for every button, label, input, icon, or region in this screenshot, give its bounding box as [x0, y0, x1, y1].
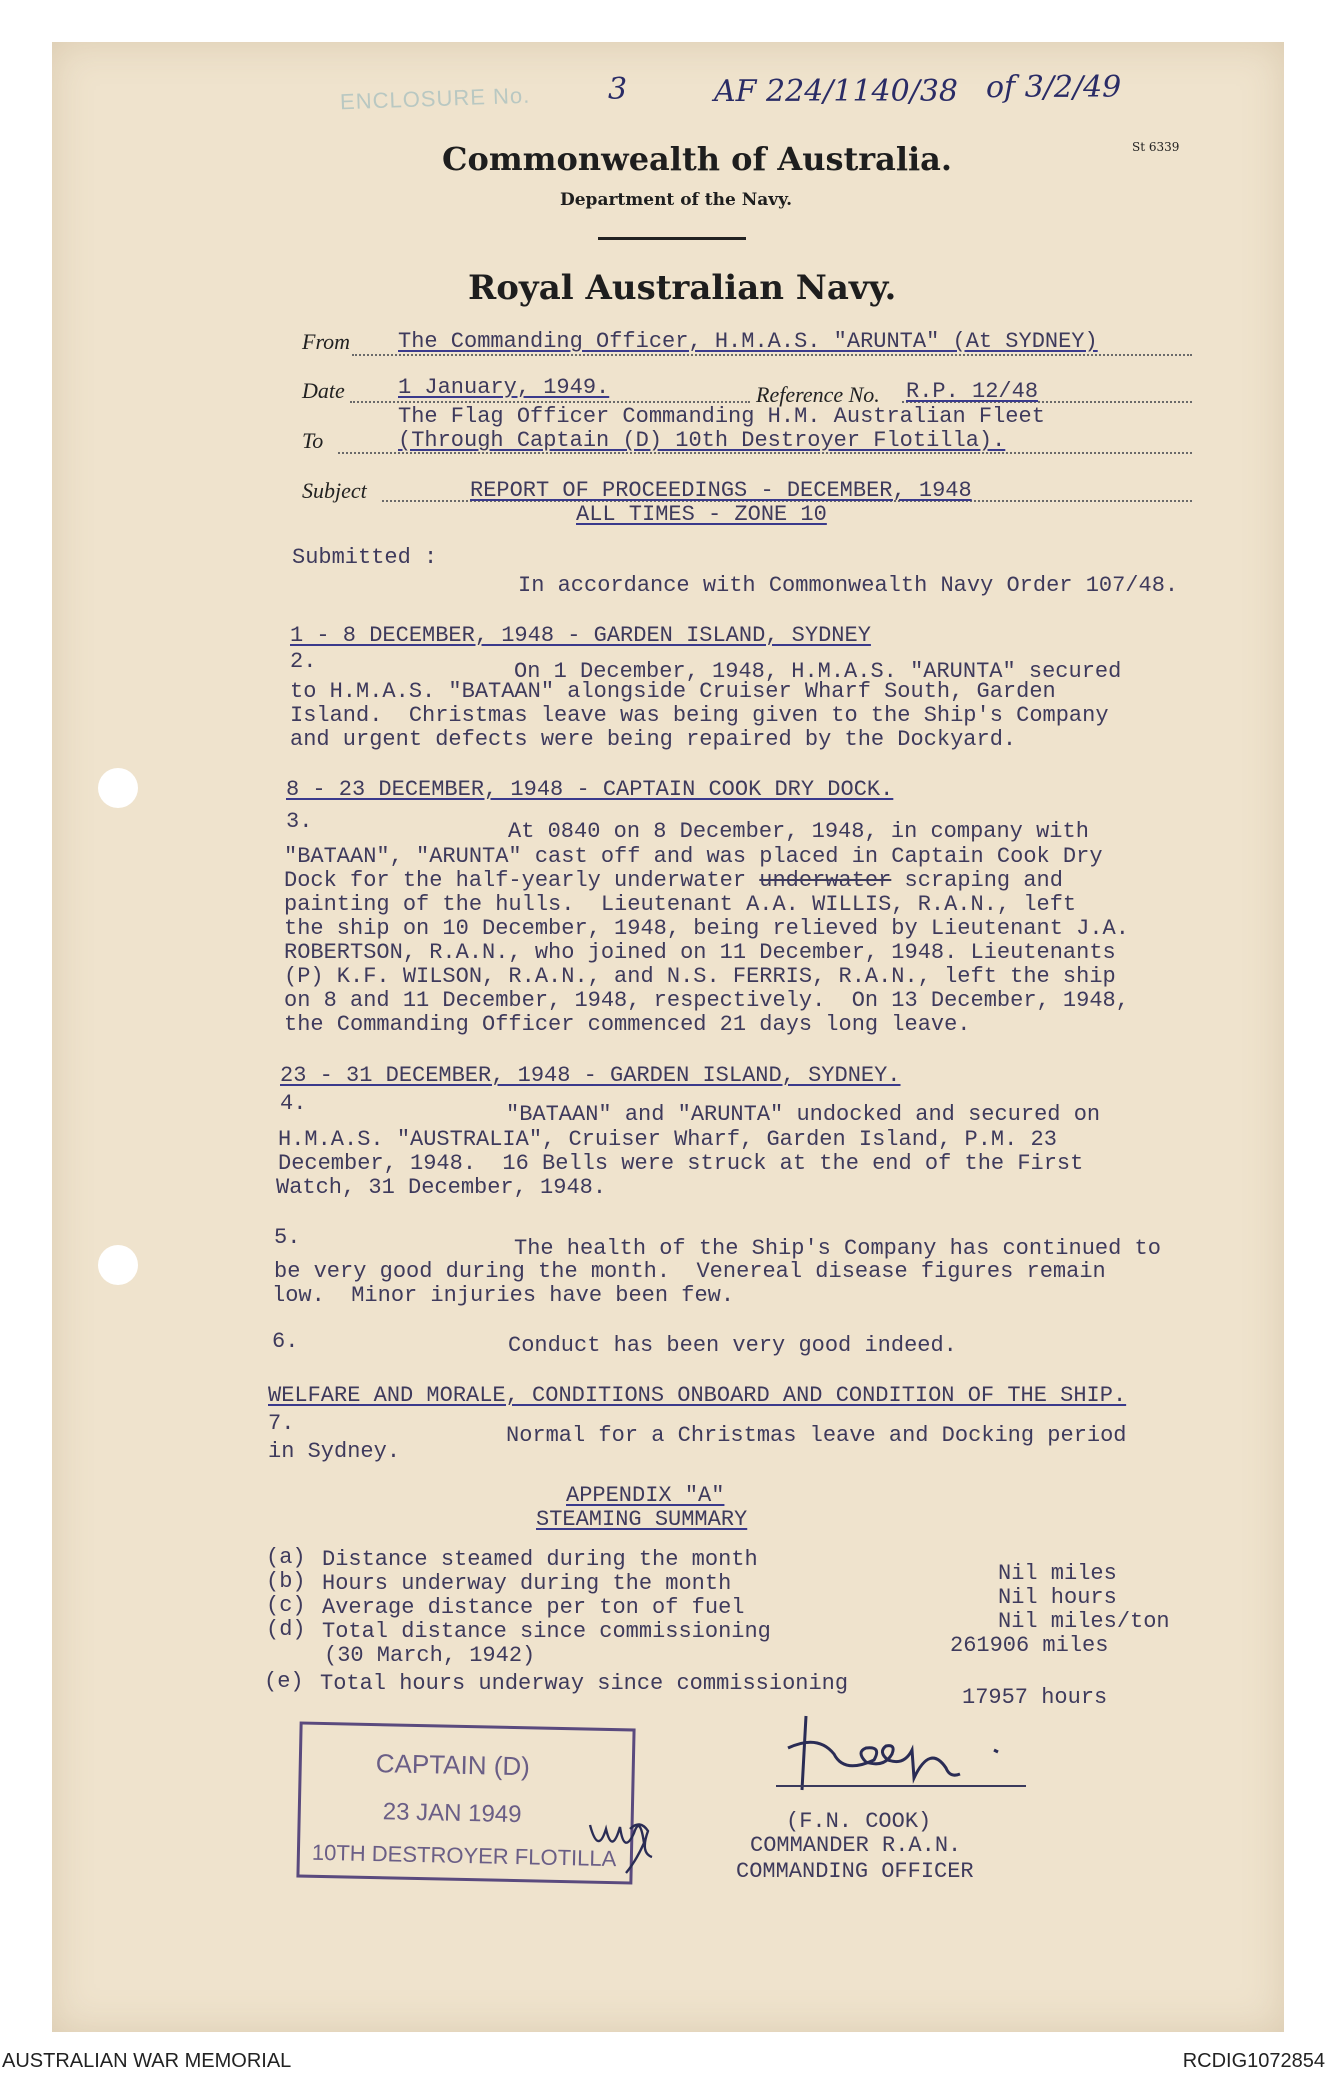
- stamp-date: 23 JAN 1949: [382, 1798, 522, 1829]
- row-b-label: Hours underway during the month: [322, 1571, 732, 1596]
- service-title: Royal Australian Navy.: [468, 268, 897, 308]
- para-4-line-2: H.M.A.S. "AUSTRALIA", Cruiser Wharf, Garden Island, P.M. 23: [278, 1127, 1057, 1152]
- section-heading-3: 23 - 31 DECEMBER, 1948 - GARDEN ISLAND, SYDNEY.: [280, 1063, 901, 1088]
- appendix-title: APPENDIX "A": [566, 1483, 725, 1508]
- footer-source: AUSTRALIAN WAR MEMORIAL: [2, 2050, 292, 2072]
- date-value: 1 January, 1949.: [398, 375, 610, 400]
- para-2-line-3: Island. Christmas leave was being given to the Ship's Company: [290, 703, 1109, 728]
- para-3-number: 3.: [286, 809, 313, 834]
- para-6-number: 6.: [272, 1329, 299, 1354]
- row-a-value: Nil miles: [998, 1561, 1117, 1586]
- para-4-number: 4.: [280, 1091, 307, 1116]
- para-6-line-1: Conduct has been very good indeed.: [508, 1333, 957, 1358]
- para-3-line-4: painting of the hulls. Lieutenant A.A. WILLIS, R.A.N., left: [284, 892, 1077, 917]
- row-b-letter: (b): [266, 1569, 306, 1594]
- row-c-value: Nil miles/ton: [998, 1609, 1170, 1634]
- para-2-line-4: and urgent defects were being repaired by the Dockyard.: [290, 727, 1017, 752]
- para-5-line-1: The health of the Ship's Company has continued to: [514, 1236, 1161, 1261]
- para-3-line-3-text: Dock for the half-yearly underwater: [284, 868, 760, 893]
- para-5-number: 5.: [274, 1225, 301, 1250]
- row-c-letter: (c): [266, 1593, 306, 1618]
- signature-line: [776, 1785, 1026, 1787]
- row-e-letter: (e): [264, 1669, 304, 1694]
- section-heading-4: WELFARE AND MORALE, CONDITIONS ONBOARD AND CONDITION OF THE SHIP.: [268, 1383, 1127, 1408]
- subject-line-2: ALL TIMES - ZONE 10: [576, 502, 827, 527]
- signatory-rank: COMMANDER R.A.N.: [750, 1833, 962, 1858]
- appendix-subtitle: STEAMING SUMMARY: [536, 1507, 748, 1532]
- row-a-label: Distance steamed during the month: [322, 1547, 758, 1572]
- para-5-line-3: low. Minor injuries have been few.: [272, 1283, 735, 1308]
- intro-text: In accordance with Commonwealth Navy Order 107/48.: [518, 573, 1179, 598]
- section-heading-2: 8 - 23 DECEMBER, 1948 - CAPTAIN COOK DRY DOCK.: [286, 777, 894, 802]
- para-3-line-5: the ship on 10 December, 1948, being relieved by Lieutenant J.A.: [284, 916, 1129, 941]
- para-3-line-6: ROBERTSON, R.A.N., who joined on 11 December, 1948. Lieutenants: [284, 940, 1116, 965]
- para-3-line-2: "BATAAN", "ARUNTA" cast off and was placed in Captain Cook Dry: [284, 844, 1103, 869]
- form-number: St 6339: [1132, 140, 1180, 154]
- to-line-1: The Flag Officer Commanding H.M. Australian Fleet: [398, 404, 1045, 429]
- para-3-line-1: At 0840 on 8 December, 1948, in company with: [508, 819, 1089, 844]
- punch-hole: [98, 768, 138, 808]
- para-3-line-3: [284, 869, 1063, 893]
- signatory-role: COMMANDING OFFICER: [736, 1859, 974, 1884]
- date-dotted-line: [350, 401, 750, 403]
- row-d-extra: (30 March, 1942): [324, 1643, 536, 1668]
- file-reference: AF 224/1140/38: [714, 74, 959, 109]
- captain-d-received-stamp: [296, 1721, 635, 1884]
- para-3-line-8: on 8 and 11 December, 1948, respectively. On 13 December, 1948,: [284, 988, 1129, 1013]
- stamp-line-3: 10TH DESTROYER FLOTILLA: [311, 1839, 617, 1872]
- initials-scribble: [586, 1805, 666, 1875]
- para-7-number: 7.: [268, 1411, 295, 1436]
- header-divider: [598, 237, 746, 240]
- subject-line-1: REPORT OF PROCEEDINGS - DECEMBER, 1948: [470, 478, 972, 503]
- from-dotted-line: [352, 354, 1192, 356]
- para-5-line-2: be very good during the month. Venereal disease figures remain: [274, 1259, 1106, 1284]
- file-date: of 3/2/49: [986, 70, 1122, 105]
- row-b-value: Nil hours: [998, 1585, 1117, 1610]
- para-3-line-3-end: scraping and: [891, 868, 1063, 893]
- submitted-label: Submitted :: [292, 545, 438, 570]
- row-e-label: Total hours underway since commissioning: [320, 1671, 849, 1696]
- signatory-name: (F.N. COOK): [786, 1809, 932, 1834]
- row-d-label: Total distance since commissioning: [322, 1619, 771, 1644]
- section-heading-1: 1 - 8 DECEMBER, 1948 - GARDEN ISLAND, SYDNEY: [290, 623, 871, 648]
- stamp-line-1: CAPTAIN (D): [375, 1748, 531, 1782]
- punch-hole: [98, 1245, 138, 1285]
- para-4-line-1: "BATAAN" and "ARUNTA" undocked and secured on: [506, 1102, 1101, 1127]
- from-value: The Commanding Officer, H.M.A.S. "ARUNTA" (At SYDNEY): [398, 329, 1098, 354]
- department-name: Department of the Navy.: [560, 190, 792, 210]
- signature-text: [772, 1740, 776, 1741]
- date-label: Date: [302, 378, 345, 403]
- enclosure-stamp: ENCLOSURE No.: [339, 82, 531, 115]
- para-2-line-1: On 1 December, 1948, H.M.A.S. "ARUNTA" secured: [514, 659, 1122, 684]
- to-label: To: [302, 428, 324, 453]
- reference-label: Reference No.: [756, 382, 880, 407]
- from-label: From: [302, 329, 351, 354]
- para-2-line-2: to H.M.A.S. "BATAAN" alongside Cruiser Wharf South, Garden: [290, 679, 1056, 704]
- row-a-letter: (a): [266, 1545, 306, 1570]
- reference-value: R.P. 12/48: [906, 379, 1039, 404]
- row-d-letter: (d): [266, 1617, 306, 1642]
- footer-id: RCDIG1072854: [1182, 2050, 1325, 2072]
- para-3-line-9: the Commanding Officer commenced 21 days long leave.: [284, 1012, 971, 1037]
- to-line-2: (Through Captain (D) 10th Destroyer Flotilla).: [398, 428, 1006, 453]
- row-d-value: 261906 miles: [950, 1633, 1109, 1658]
- para-3-line-7: (P) K.F. WILSON, R.A.N., and N.S. FERRIS, R.A.N., left the ship: [284, 964, 1116, 989]
- para-4-line-4: Watch, 31 December, 1948.: [276, 1175, 607, 1200]
- enclosure-number: 3: [608, 72, 628, 107]
- letterhead-title: Commonwealth of Australia.: [442, 140, 953, 178]
- para-2-number: 2.: [290, 649, 317, 674]
- struck-word: underwater: [759, 868, 892, 893]
- para-7-line-1: Normal for a Christmas leave and Docking period: [506, 1423, 1127, 1448]
- para-7-line-2: in Sydney.: [268, 1439, 401, 1464]
- subject-label: Subject: [302, 478, 367, 503]
- para-4-line-3: December, 1948. 16 Bells were struck at the end of the First: [278, 1151, 1084, 1176]
- row-c-label: Average distance per ton of fuel: [322, 1595, 745, 1620]
- row-e-value: 17957 hours: [962, 1685, 1108, 1710]
